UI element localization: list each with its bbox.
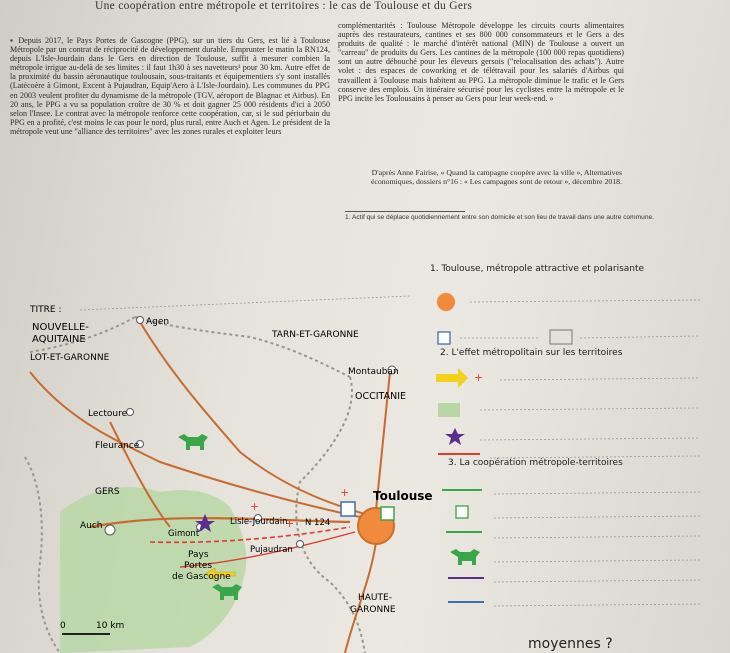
city-dot-agen [137,317,144,324]
legend-square-icon [550,330,572,344]
legend-green-square [438,403,460,417]
cattle-icon [178,434,208,450]
titre-writing-line [80,296,410,310]
label-occitanie: OCCITANIE [355,391,407,402]
city-dot-lectoure [127,409,134,416]
label-toulouse: Toulouse [373,489,433,503]
scale-label-0: 0 [60,621,66,631]
city-dot-auch [105,525,115,535]
airport-icon [341,502,355,516]
legend-min-square [456,506,468,518]
label-nouvelle-aquitaine: NOUVELLE- [32,322,89,333]
legend-star-icon [445,428,465,445]
scale-label-10km: 10 km [96,621,125,631]
label-gers: GERS [95,487,120,497]
legend-cattle-icon [450,549,480,565]
label-de-gascogne: de Gascogne [172,572,231,582]
label-fleurance: Fleurance [95,441,140,451]
bottom-caption: moyennes ? [528,636,613,652]
label-pays: Pays [188,550,209,560]
label-montauban: Montauban [348,367,399,377]
plus-marker: + [340,486,350,499]
legend-arrow-yellow [436,368,468,388]
label-portes: Portes [184,561,213,571]
label-lot-et-garonne: LOT-ET-GARONNE [30,353,110,363]
label-haute: HAUTE- [358,593,392,603]
text-column-right [338,21,624,103]
label-auch: Auch [80,521,103,531]
city-dot-pujaudran [297,541,304,548]
label-n124: N 124 [305,518,331,528]
footnote: 1. Actif qui se déplace quotidiennement entre son domicile et son lieu de travail dans une autre commune. [345,214,654,221]
footnote-rule [345,211,465,212]
pays-portes-gascogne-area [60,487,246,653]
min-square-icon [381,507,394,520]
label-lisle-jourdain: Lisle-Jourdain [230,517,288,527]
plus-marker: + [285,517,295,530]
legend-writing-lines [460,300,700,606]
label-lectoure: Lectoure [88,409,128,419]
map-sketch [0,282,440,653]
source-citation: D'après Anne Fairise, « Quand la campagne coopère avec la ville », Alternatives économiques, dossiers n°16 : « Les campagnes sont de retour », décembre 2018. [370,168,622,186]
department-boundary [25,457,60,653]
page-title: Une coopération entre métropole et territoires : le cas de Toulouse et du Gers [95,0,473,12]
plus-marker: + [250,500,260,513]
label-titre: TITRE : [30,305,62,315]
label-gimont: Gimont [168,529,200,539]
legend-metropole-icon [437,293,455,311]
paragraph: ▪ Depuis 2017, le Pays Portes de Gascogne (PPG), sur un tiers du Gers, est lié à Toulouse Métropole par un contrat de réciprocité de développement durable. Emprunter le matin la RN124, depuis L'Isle-Jourdain dans le Gers en direction de Toulouse, suffit à mesurer combien la métropole irrigue au-delà de ses limites : il faut 1h30 à ses navetteurs¹ pour 30 km. Autre effet de la proximité du bassin aéronautique toulousain, sous-traitants et équipementiers s'y sont installés (Latécoère à Gimont, Excent à Pujaudran, Equip'Aero à L'Isle-Jourdain). Les communes du PPG en 2003 veulent profiter du dynamisme de la métropole (TGV, aéroport de Blagnac et Airbus). En 20 ans, le PPG a vu sa population croître de 30 % et doit gagner 25 000 résidents d'ici à 2050 selon l'Insee. Le contrat avec la métropole renforce cette coopération, car, si le sud périurbain du PPG en a profité, c'est moins le cas pour le nord, plus rural, entre Auch et Agen. Le président de la métropole veut une "alliance des territoires" avec les zones rurales et exploiter leurs [10,36,330,136]
label-agen: Agen [146,317,170,327]
legend-section-1: 1. Toulouse, métropole attractive et polarisante [430,264,645,274]
legend-airport-icon [438,332,450,344]
legend-section-2: 2. L'effet métropolitain sur les territoires [440,348,623,358]
legend-plus-icon: + [474,371,484,384]
label-tarn-et-garonne: TARN-ET-GARONNE [272,330,359,340]
legend-section-3: 3. La coopération métropole-territoires [448,458,623,468]
label-nouvelle-aquitaine-2: AQUITAINE [32,334,86,345]
label-garonne: GARONNE [350,605,396,615]
text-column-left [10,36,330,136]
paragraph: complémentarités : Toulouse Métropole développe les circuits courts alimentaires auprès des restaurateurs, cantines et ses 800 000 consommateurs et le Gers a des produits de qualité : le marché d'intérêt national (MIN) de Toulouse a ouvert un "carreau" de produits du Gers. Les cantines de la métropole (100 000 repas quotidiens) sont un autre débouché pour les éleveurs gersois ("relocalisation des achats"). Autre volet : des espaces de coworking et de télétravail pour les salariés d'Airbus qui travaillent à Toulouse mais habitent au PPG. La métropole diminue le trafic et le Gers conserve des emplois. Un itinéraire sécurisé pour les cyclistes entre la métropole et le PPG incite les Toulousains à penser au Gers pour leur week-end. » [338,21,624,103]
label-pujaudran: Pujaudran [250,545,293,555]
